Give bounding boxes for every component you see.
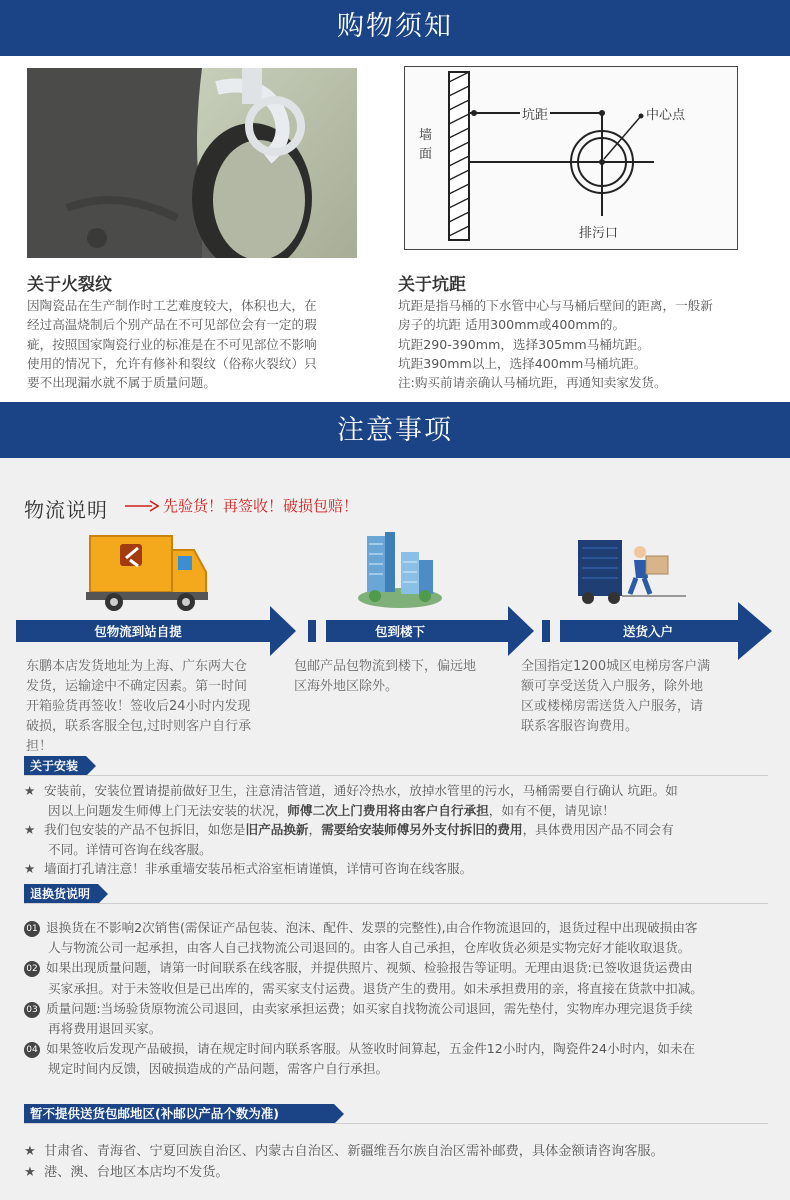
install-item: ★ 我们包安装的产品不包拆旧，如您是旧产品换新，需要给安装师傅另外支付拆旧的费用，具体费用因产品不同会有 [24, 820, 768, 840]
star-icon: ★ [24, 822, 36, 838]
returns-item: 03 质量问题:当场验货原物流公司退回，由卖家承担运费；如买家自找物流公司退回，需先垫付，实物库办理完退货手续 [24, 999, 768, 1019]
divider [24, 903, 768, 904]
install-item-cont: 因以上问题发生师傅上门无法安装的状况，师傅二次上门费用将由客户自行承担，如有不便，请见谅！ [48, 802, 615, 818]
step-1-label: 包物流到站自提 [94, 624, 182, 639]
logistics-slogan: 先验货！再签收！破损包赔！ [163, 497, 359, 515]
star-icon: ★ [24, 783, 36, 798]
install-item: ★ 墙面打孔请注意！非承重墙安装吊柜式浴室柜请谨慎，详情可咨询在线客服。 [24, 859, 768, 879]
right-arrow-icon [125, 499, 159, 513]
pitch-diagram [404, 66, 738, 250]
diagram-pitch-label: 坑距 [520, 104, 550, 123]
install-list: ★ 安装前，安装位置请提前做好卫生，注意清洁管道，通好冷热水，放掉水管里的污水，马桶需要自行确认 坑距。如 因以上问题发生师傅上门无法安装的状况，师傅二次上门费用将由客户自行承担，如有不便，请见谅！ ★ 我们包安装的产品不包拆旧，如您是旧产品换新，需要给安装师傅另外支付拆旧的费用，具体费用因产品不同会有 不同。详情可咨询在线客服。 ★ 墙面打孔请注意！非承重墙安装吊柜式浴室柜请谨慎，详情可咨询在线客服。 [24, 781, 768, 879]
star-icon: ★ [24, 861, 36, 877]
star-icon: ★ [24, 1165, 36, 1180]
step-2-label: 包到楼下 [374, 624, 425, 639]
returns-tag: 退换货说明 [24, 884, 98, 904]
crack-photo [27, 68, 357, 258]
logistics-title: 物流说明 [24, 498, 108, 522]
divider [24, 775, 768, 776]
number-badge: 04 [24, 1042, 40, 1058]
step-3-text: 全国指定1200城区电梯房客户满 额可享受送货入户服务，除外地 区或楼梯房需送货入户服务，请 联系客服咨询费用。 [521, 659, 711, 734]
delivery-man-icon [578, 536, 690, 606]
notice-banner: 注意事项 [0, 402, 790, 458]
shopping-notice-banner: 购物须知 [0, 0, 790, 56]
fire-crack-text: 因陶瓷品在生产制作时工艺难度较大，体积也大，在 经过高温烧制后个别产品在不可见部位会有一定的瑕 疵，按照国家陶瓷行业的标准是在不可见部位不影响 使用的情况下，允许有修补和裂纹（俗称火裂纹）只 要不出现漏水就不属于质量问题。 [27, 298, 317, 391]
divider [24, 1123, 768, 1124]
number-badge: 03 [24, 1002, 40, 1018]
returns-item: 04 如果签收后发现产品破损，请在规定时间内联系客服。从签收时间算起，五金件12小时内，陶瓷件24小时内，如未在 [24, 1039, 768, 1059]
install-tag: 关于安装 [24, 756, 86, 776]
returns-list: 01 退换货在不影响2次销售(需保证产品包装、泡沫、配件、发票的完整性),由合作物流退回的，退货过程中出现破损由客 人与物流公司一起承担，由客人自己找物流公司退回的。由客人自己承担，仓库收货必须是实物完好才能收取退货。 02 如果出现质量问题，请第一时间联系在线客服，并提供照片、视频、检验报告等证明。无理由退货:已签收退货运费由 买家承担。对于未签收但是已出库的，需买家支付运费。退货产生的费用。如未承担费用的亲，将直接在货款中扣减。 03 质量问题:当场验货原物流公司退回，由卖家承担运费；如买家自找物流公司退回，需先垫付，实物库办理完退货手续 再将费用退回买家。 04 如果签收后发现产品破损，请在规定时间内联系客服。从签收时间算起，五金件12小时内，陶瓷件24小时内，如未在 规定时间内反馈，因破损造成的产品问题，需客户自行承担。 [24, 918, 768, 1080]
diagram-center-label: 中心点 [646, 108, 686, 123]
diagram-wall-label: 墙面 [419, 128, 433, 162]
step-2-text: 包邮产品包物流到楼下，偏远地 区海外地区除外。 [294, 659, 477, 694]
pitch-text: 坑距是指马桶的下水管中心与马桶后壁间的距离，一般新 房子的坑距 适用300mm或400mm的。 坑距290-390mm，选择305mm马桶坑距。 坑距390mm以上，选择400mm马桶坑距。 注:购买前请亲确认马桶坑距，再通知卖家发货。 [398, 296, 758, 392]
buildings-icon [355, 530, 445, 610]
step-3-label: 送货入户 [622, 624, 673, 639]
number-badge: 02 [24, 961, 40, 977]
diagram-outlet-label: 排污口 [579, 226, 619, 241]
number-badge: 01 [24, 921, 40, 937]
install-item: ★ 安装前，安装位置请提前做好卫生，注意清洁管道，通好冷热水，放掉水管里的污水，马桶需要自行确认 坑距。如 [24, 781, 768, 801]
pitch-note: 注:购买前请亲确认马桶坑距，再通知卖家发货。 [398, 375, 667, 391]
pitch-title: 关于坑距 [398, 275, 466, 295]
returns-item: 01 退换货在不影响2次销售(需保证产品包装、泡沫、配件、发票的完整性),由合作物流退回的，退货过程中出现破损由客 [24, 918, 768, 938]
star-icon: ★ [24, 1144, 36, 1159]
step-1-text: 东鹏本店发货地址为上海、广东两大仓 发货，运输途中不确定因素。第一时间 开箱验货再签收！签收后24小时内发现 破损，联系客服全包,过时则客户自行承 担！ [26, 659, 252, 754]
no-delivery-tag: 暂不提供送货包邮地区(补邮以产品个数为准) [24, 1104, 334, 1124]
no-delivery-list: ★ 甘肃省、青海省、宁夏回族自治区、内蒙古自治区、新疆维吾尔族自治区需补邮费，具体金额请咨询客服。 ★ 港、澳、台地区本店均不发货。 [24, 1141, 768, 1183]
returns-item: 02 如果出现质量问题，请第一时间联系在线客服，并提供照片、视频、检验报告等证明。无理由退货:已签收退货运费由 [24, 958, 768, 978]
fire-crack-title: 关于火裂纹 [27, 275, 112, 295]
